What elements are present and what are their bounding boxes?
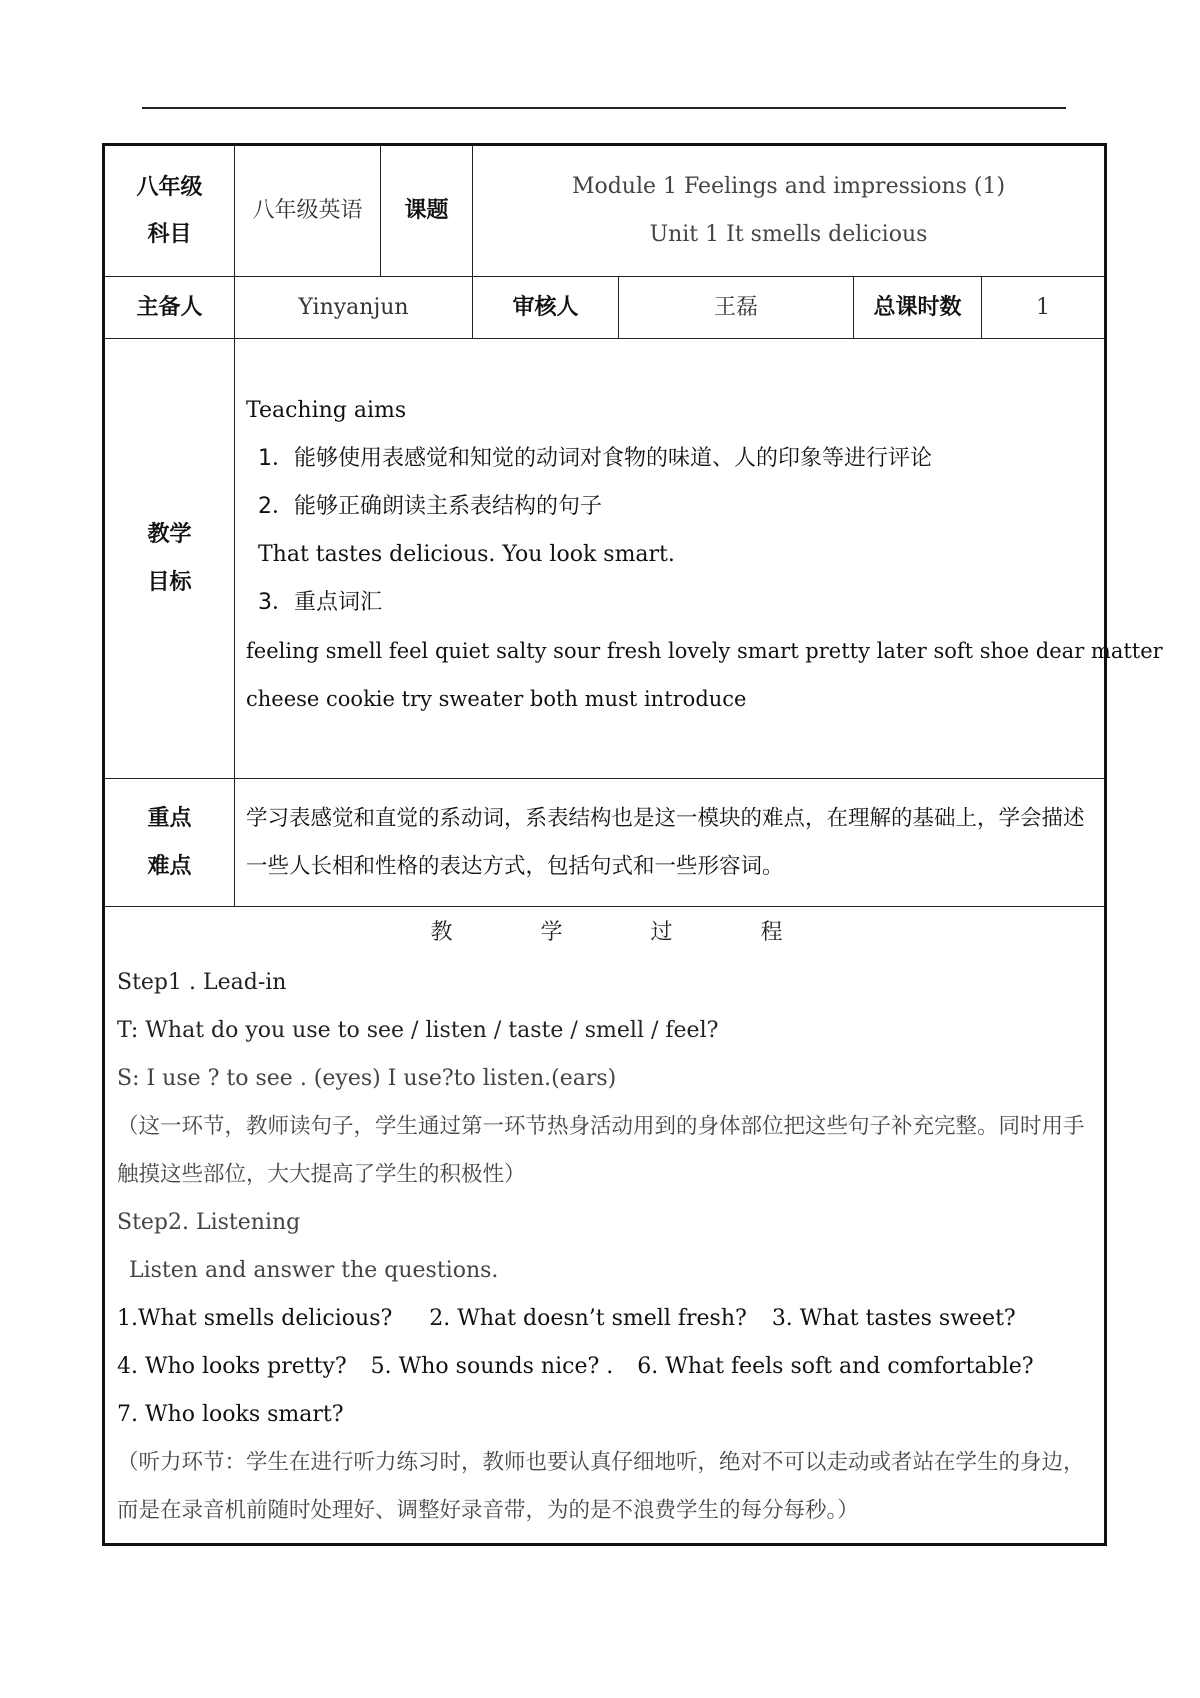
question: 2. What doesn’t smell fresh?	[429, 1306, 747, 1331]
question-row	[117, 1343, 1096, 1391]
key-points-label-line-2: 难点	[147, 853, 192, 879]
grade-subject-label-text: 八年级科目	[136, 175, 203, 247]
lesson-plan-table	[102, 143, 1163, 1546]
row-key-points	[104, 779, 1106, 907]
aims-label-line-1: 教学	[147, 521, 192, 547]
question: 3. What tastes sweet?	[771, 1306, 1016, 1331]
row-subject	[104, 145, 1106, 277]
step2-note: （听力环节：学生在进行听力练习时，教师也要认真仔细地听，绝对不可以走动或者站在学生的身边，而是在录音机前随时处理好、调整好录音带，为的是不浪费学生的每分每秒。）	[117, 1450, 1085, 1523]
process-title-char: 学	[540, 920, 563, 945]
topic-value	[473, 145, 1106, 277]
process-content	[104, 907, 1106, 1545]
process-title-char: 教	[430, 920, 453, 945]
question: 5. Who sounds nice? .	[370, 1354, 614, 1379]
reviewer-label: 审核人	[473, 277, 619, 339]
aims-title: Teaching aims	[246, 398, 407, 423]
process-title	[117, 907, 1096, 959]
question-row	[117, 1295, 1096, 1343]
topic-label: 课题	[381, 145, 473, 277]
aims-example: That tastes delicious. You look smart.	[258, 542, 675, 567]
aims-item-1: 1．能够使用表感觉和知觉的动词对食物的味道、人的印象等进行评论	[258, 446, 932, 471]
step2-instruction: Listen and answer the questions.	[129, 1258, 499, 1283]
key-points-label-line-1: 重点	[147, 805, 192, 831]
row-process	[104, 907, 1106, 1545]
topic-line-1: Module 1 Feelings and impressions (1)	[571, 174, 1006, 199]
step1-title: Step1 . Lead-in	[117, 970, 287, 995]
grade-subject-value: 八年级英语	[235, 145, 381, 277]
question-row	[117, 1391, 1096, 1439]
key-points-label	[104, 779, 235, 907]
preparer-label: 主备人	[104, 277, 235, 339]
aims-content	[235, 339, 1163, 779]
hours-label: 总课时数	[854, 277, 982, 339]
aims-item-2: 2．能够正确朗读主系表结构的句子	[258, 494, 602, 519]
row-staff	[104, 277, 1106, 339]
step1-note: （这一环节，教师读句子，学生通过第一环节热身活动用到的身体部位把这些句子补充完整。同时用手触摸这些部位，大大提高了学生的积极性）	[117, 1114, 1085, 1187]
row-aims	[104, 339, 1106, 779]
step1-teacher-line: T: What do you use to see / listen / taste / smell / feel?	[117, 1018, 719, 1043]
hours-value: 1	[982, 277, 1106, 339]
question: 4. Who looks pretty?	[117, 1354, 347, 1379]
topic-line-2: Unit 1 It smells delicious	[649, 222, 928, 247]
question: 1.What smells delicious?	[117, 1306, 393, 1331]
header-rule	[142, 107, 1066, 109]
aims-label	[104, 339, 235, 779]
aims-vocab-line-1: feeling smell feel quiet salty sour fresh lovely smart pretty later soft shoe dear matter	[246, 639, 1163, 663]
step2-title: Step2. Listening	[117, 1210, 301, 1235]
aims-item-3: 3．重点词汇	[258, 590, 382, 615]
step1-student-line: S: I use ? to see . (eyes) I use?to listen.(ears)	[117, 1066, 617, 1091]
process-title-char: 程	[760, 920, 783, 945]
aims-label-line-2: 目标	[147, 569, 192, 595]
preparer-value: Yinyanjun	[235, 277, 473, 339]
question: 6. What feels soft and comfortable?	[637, 1354, 1034, 1379]
question: 7. Who looks smart?	[117, 1402, 344, 1427]
reviewer-value: 王磊	[619, 277, 854, 339]
aims-vocab-line-2: cheese cookie try sweater both must introduce	[246, 687, 747, 711]
grade-subject-label	[104, 145, 235, 277]
process-title-char: 过	[650, 920, 673, 945]
key-points-text: 学习表感觉和直觉的系动词，系表结构也是这一模块的难点，在理解的基础上，学会描述一些人长相和性格的表达方式，包括句式和一些形容词。	[235, 779, 1106, 907]
